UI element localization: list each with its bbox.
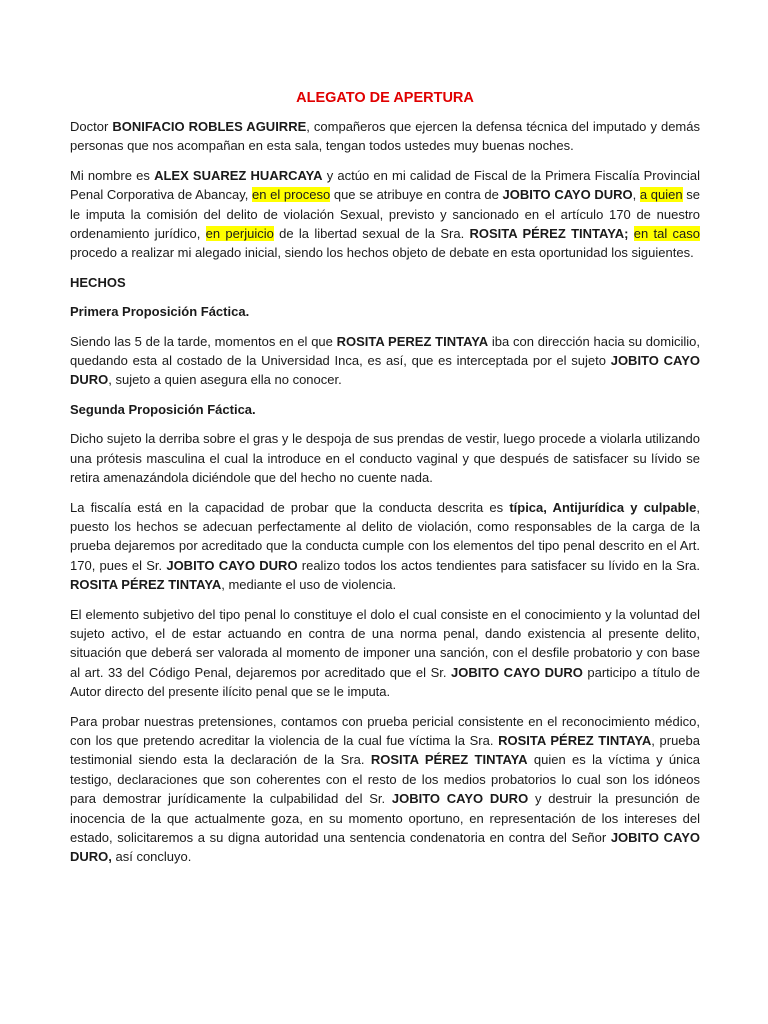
text-run: iba con dirección hacia su domicilio, quedando esta al costado de la Universidad Inca, es así, que es interceptada por el sujeto: [70, 333, 700, 369]
term-bold: típica, Antijurídica y culpable: [509, 499, 697, 515]
name-bold: ROSITA PÉREZ TINTAYA: [370, 752, 528, 768]
name-bold: JOBITO CAYO DURO: [451, 664, 583, 680]
text-run: , puesto los hechos se adecuan perfectamente al delito de violación, como responsables de la carga de la prueba dejaremos por acreditado que la conducta cumple con los elementos del tipo penal descrito en el Art. 170, pues el Sr.: [70, 499, 700, 573]
text-run: Doctor: [70, 119, 113, 134]
name-bold: JOBITO CAYO DURO: [502, 187, 633, 203]
text-run: , compañeros que ejercen la defensa técnica del imputado y demás personas que nos acompañan en esta sala, tengan todos ustedes muy buenas noches.: [70, 119, 700, 154]
paragraph-legal-qualification: [70, 498, 700, 595]
text-run: se le imputa la comisión del delito de violación Sexual, previsto y sancionado en el artículo 170 de nuestro ordenamiento jurídico,: [70, 187, 700, 242]
text-run: participo a título de Autor directo del presente ilícito penal que se le imputa.: [70, 664, 700, 700]
text-run: y actúo en mi calidad de Fiscal de la Primera Fiscalía Provincial Penal Corporativa de Abancay,: [70, 167, 700, 203]
name-bold: JOBITO CAYO DURO: [70, 353, 700, 388]
text-run: quien es la víctima y única testigo, declaraciones que son coherentes con el resto de los medios probatorios lo cual son los idóneos para demostrar jurídicamente la culpabilidad del Sr.: [70, 752, 701, 807]
text-run: Para probar nuestras pretensiones, contamos con prueba pericial consistente en el reconocimiento médico, con los que pretendo acreditar la violencia de la cual fue víctima la Sra.: [70, 713, 700, 748]
text-run: , sujeto a quien asegura ella no conocer.: [108, 372, 342, 388]
name-bold: ROSITA PÉREZ TINTAYA;: [469, 226, 629, 242]
text-run: Mi nombre es: [70, 167, 155, 183]
name-bold: ROSITA PEREZ TINTAYA: [336, 333, 489, 349]
text-run: Siendo las 5 de la tarde, momentos en el que: [70, 333, 337, 349]
text-run: que se atribuye en contra de: [330, 187, 503, 203]
highlighted-text: en tal caso: [633, 226, 700, 242]
text-run: [628, 226, 633, 241]
paragraph-evidence-conclusion: [70, 712, 700, 867]
text-run: , mediante el uso de violencia.: [221, 577, 397, 593]
text-run: de la libertad sexual de la Sra.: [273, 226, 470, 242]
paragraph-subjective-element: [70, 605, 700, 702]
document-page: [70, 88, 700, 877]
name-bold: JOBITO CAYO DURO: [166, 557, 298, 573]
name-bold: JOBITO CAYO DURO,: [70, 830, 700, 865]
text-run: Dicho sujeto la derriba sobre el gras y le despoja de sus prendas de vestir, luego procede a violarla utilizando una prótesis masculina el cual la introduce en el conducto vaginal y que después de satisfacer su lívido se retira amenazándola diciéndole que del hecho no cuente nada.: [70, 431, 700, 486]
name-bold: ROSITA PÉREZ TINTAYA: [498, 732, 652, 748]
text-run: así concluyo.: [111, 849, 192, 865]
text-run: El elemento subjetivo del tipo penal lo constituye el dolo el cual consiste en el conocimiento y la voluntad del sujeto activo, el de estar actuando en contra de una norma penal, dando existencia al presente delito, situación que deberá ser valorada al momento de imponer una sanción, con el desfile probatorio y con base al art. 33 del Código Penal, dejaremos por acreditado que el Sr.: [70, 606, 700, 680]
highlighted-text: en perjuicio: [205, 226, 274, 242]
paragraph-introduction: [70, 166, 700, 263]
paragraph-greeting: [70, 117, 700, 156]
text-run: realizo todos los actos tendientes para satisfacer su lívido en la Sra.: [297, 557, 700, 573]
section-heading-primera-proposicion: Primera Proposición Fáctica.: [70, 304, 250, 320]
text-run: , prueba testimonial siendo esta la declaración de la Sra.: [70, 732, 700, 768]
paragraph-first-fact: [70, 332, 700, 390]
text-run: procedo a realizar mi alegado inicial, siendo los hechos objeto de debate en esta oportunidad los siguientes.: [70, 245, 694, 261]
paragraph-second-fact: [70, 429, 700, 487]
name-bold: ALEX SUAREZ HUARCAYA: [154, 167, 323, 183]
text-run: ,: [632, 187, 640, 203]
section-heading-hechos: HECHOS: [70, 274, 126, 290]
highlighted-text: a quien: [639, 187, 683, 203]
name-bold: JOBITO CAYO DURO: [391, 791, 529, 807]
highlighted-text: en el proceso: [252, 187, 331, 203]
text-run: La fiscalía está en la capacidad de probar que la conducta descrita es: [70, 499, 510, 515]
text-run: y destruir la presunción de inocencia de la que actualmente goza, en su momento oportuno, en representación de los intereses del estado, solicitaremos a su digna autoridad una sentencia condenatoria en contra del Señor: [70, 791, 700, 845]
section-heading-segunda-proposicion: Segunda Proposición Fáctica.: [70, 401, 256, 417]
name-bold: BONIFACIO ROBLES AGUIRRE: [112, 119, 307, 134]
name-bold: ROSITA PÉREZ TINTAYA: [70, 577, 222, 593]
document-title: ALEGATO DE APERTURA: [296, 90, 474, 106]
